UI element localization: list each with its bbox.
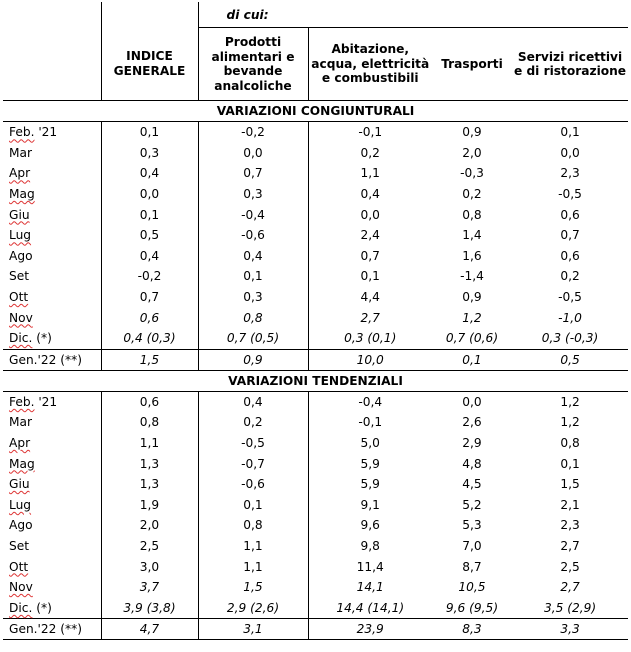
cell-value: 0,8 xyxy=(198,515,308,536)
cell-value: 3,0 xyxy=(101,556,198,577)
cell-value: 0,7 (0,5) xyxy=(198,328,308,349)
row-label: Ago xyxy=(3,515,101,536)
cell-value: 0,7 xyxy=(101,287,198,308)
cell-value: -0,3 xyxy=(460,166,484,181)
cell-value: 1,1 xyxy=(101,433,198,454)
cell-value: 0,3 xyxy=(198,287,308,308)
row-label xyxy=(3,225,101,246)
row-label: Gen.'22 (**) xyxy=(3,619,101,640)
table-row xyxy=(3,184,628,205)
cell-value: 2,5 xyxy=(101,536,198,557)
table-row xyxy=(3,556,628,577)
header-row-columns xyxy=(3,28,628,101)
row-label xyxy=(3,287,101,308)
table-row xyxy=(3,597,628,618)
col-header-servizi-ricettivi: Servizi ricettivi e di ristorazione xyxy=(512,28,628,101)
table-row xyxy=(3,474,628,495)
cell-value: -1,4 xyxy=(460,269,484,284)
cell-value: 8,3 xyxy=(432,619,512,640)
cell-value: 4,4 xyxy=(360,290,380,305)
cell-value: 0,4 xyxy=(101,163,198,184)
row-label-underlined: Ott xyxy=(9,559,29,574)
cell-value: 5,0 xyxy=(360,436,380,451)
cell-value: 5,2 xyxy=(462,497,482,512)
inflation-table xyxy=(3,2,628,640)
cell-value: 0,4 xyxy=(101,246,198,267)
table-row xyxy=(3,204,628,225)
cell-value: 2,1 xyxy=(560,497,580,512)
cell-value: 0,1 xyxy=(198,266,308,287)
cell-value: 5,9 xyxy=(360,456,380,471)
table-row xyxy=(3,328,628,349)
section-title: VARIAZIONI CONGIUNTURALI xyxy=(3,101,628,122)
header-row-top xyxy=(3,2,628,28)
cell-value: 3,7 xyxy=(101,577,198,598)
row-label: Feb. '21 xyxy=(3,391,101,412)
cell-value: 2,4 xyxy=(360,228,380,243)
cell-value: -1,0 xyxy=(558,310,582,325)
cell-value: 0,1 xyxy=(360,269,380,284)
row-label xyxy=(3,577,101,598)
row-label-underlined: Mag xyxy=(9,187,35,202)
cell-value: 0,6 xyxy=(560,248,580,263)
cell-value: 0,5 xyxy=(512,349,628,370)
row-label: Mar xyxy=(3,412,101,433)
cell-value: 0,4 xyxy=(360,187,380,202)
cell-value: 2,3 xyxy=(560,518,580,533)
table-row xyxy=(3,163,628,184)
row-label: Feb. '21 xyxy=(3,122,101,143)
cell-value: -0,4 xyxy=(198,204,308,225)
cell-value: 1,5 xyxy=(101,349,198,370)
cell-value: 0,1 xyxy=(101,122,198,143)
cell-value: 3,3 xyxy=(512,619,628,640)
cell-value: 9,8 xyxy=(360,538,380,553)
row-label-underlined: Nov xyxy=(9,580,33,595)
cell-value: 0,7 xyxy=(360,248,380,263)
row-label-underlined: Dic. xyxy=(9,600,33,615)
cell-value: 14,4 (14,1) xyxy=(336,600,405,615)
cell-value: 0,8 xyxy=(462,207,482,222)
cell-value: 0,6 xyxy=(101,391,198,412)
row-label xyxy=(3,184,101,205)
cell-value: 0,4 xyxy=(198,246,308,267)
table-row xyxy=(3,412,628,433)
row-label xyxy=(3,453,101,474)
row-label: Mar xyxy=(3,143,101,164)
cell-value: -0,5 xyxy=(558,187,582,202)
cell-value: 2,0 xyxy=(462,145,482,160)
row-label: Set xyxy=(3,536,101,557)
cell-value: 0,2 xyxy=(360,145,380,160)
table-row xyxy=(3,391,628,412)
cell-value: -0,5 xyxy=(198,433,308,454)
table-row xyxy=(3,536,628,557)
cell-value: 0,6 xyxy=(101,307,198,328)
cell-value: 10,0 xyxy=(308,349,432,370)
row-label: Ago xyxy=(3,246,101,267)
cell-value: 1,2 xyxy=(462,310,482,325)
cell-value: 0,8 xyxy=(560,436,580,451)
cell-value: -0,1 xyxy=(358,125,383,140)
cell-value: 9,6 (9,5) xyxy=(445,600,499,615)
cell-value: 10,5 xyxy=(458,580,486,595)
row-label-underlined: Apr xyxy=(9,436,31,451)
cell-value: 2,0 xyxy=(101,515,198,536)
cell-value: 23,9 xyxy=(308,619,432,640)
row-label-underlined: Mag xyxy=(9,456,35,471)
cell-value: 0,7 xyxy=(560,228,580,243)
cell-value: 0,4 xyxy=(198,391,308,412)
gen-row xyxy=(3,349,628,370)
cell-value: 2,9 (2,6) xyxy=(198,597,308,618)
cell-value: 1,5 xyxy=(198,577,308,598)
section-header xyxy=(3,101,628,122)
cell-value: 0,1 xyxy=(101,204,198,225)
cell-value: 14,1 xyxy=(356,580,384,595)
cell-value: 1,3 xyxy=(101,474,198,495)
row-label-underlined: Apr xyxy=(9,166,31,181)
cell-value: 2,9 xyxy=(462,436,482,451)
cell-value: 2,5 xyxy=(560,559,580,574)
cell-value: 5,3 xyxy=(462,518,482,533)
cell-value: 1,1 xyxy=(198,556,308,577)
section-header xyxy=(3,370,628,391)
cell-value: 0,0 xyxy=(360,207,380,222)
cell-value: 0,2 xyxy=(462,187,482,202)
cell-value: 1,1 xyxy=(198,536,308,557)
col-header-trasporti: Trasporti xyxy=(432,28,512,101)
cell-value: 0,9 xyxy=(462,125,482,140)
cell-value: 0,1 xyxy=(560,456,580,471)
cell-value: -0,6 xyxy=(198,474,308,495)
cell-value: -0,2 xyxy=(198,122,308,143)
table-row xyxy=(3,577,628,598)
row-label xyxy=(3,495,101,516)
row-label-underlined: Giu xyxy=(9,207,30,222)
table-row xyxy=(3,287,628,308)
table-row xyxy=(3,143,628,164)
cell-value: 1,2 xyxy=(560,415,580,430)
table-row xyxy=(3,433,628,454)
cell-value: 2,6 xyxy=(462,415,482,430)
cell-value: 0,1 xyxy=(198,495,308,516)
cell-value: 0,3 (0,1) xyxy=(344,331,397,346)
cell-value: 0,3 (-0,3) xyxy=(541,331,599,346)
cell-value: 5,9 xyxy=(360,477,380,492)
cell-value: 0,1 xyxy=(432,349,512,370)
row-label xyxy=(3,433,101,454)
cell-value: 2,7 xyxy=(560,538,580,553)
cell-value: 7,0 xyxy=(462,538,482,553)
row-label-underlined: Lug xyxy=(9,228,32,243)
di-cui-label: di cui: xyxy=(226,7,269,22)
table-row xyxy=(3,225,628,246)
cell-value: 2,3 xyxy=(560,166,580,181)
row-label-underlined: Dic. xyxy=(9,331,33,346)
cell-value: -0,1 xyxy=(358,415,383,430)
row-label: Gen.'22 (**) xyxy=(3,349,101,370)
row-label: Dic. (*) xyxy=(3,597,101,618)
cell-value: 2,7 xyxy=(560,580,580,595)
cell-value: 1,2 xyxy=(560,394,580,409)
table-row xyxy=(3,495,628,516)
cell-value: 0,1 xyxy=(560,125,580,140)
cell-value: 0,0 xyxy=(101,184,198,205)
cell-value: 0,8 xyxy=(198,307,308,328)
col-header-indice-generale: INDICE GENERALE xyxy=(101,28,198,101)
table-row xyxy=(3,122,628,143)
cell-value: 0,7 (0,6) xyxy=(445,331,499,346)
cell-value: 1,6 xyxy=(462,248,482,263)
row-label xyxy=(3,556,101,577)
row-label-underlined: Giu xyxy=(9,477,30,492)
cell-value: 3,1 xyxy=(198,619,308,640)
row-label xyxy=(3,204,101,225)
cell-value: 0,9 xyxy=(462,290,482,305)
cell-value: 4,7 xyxy=(101,619,198,640)
row-label: Set xyxy=(3,266,101,287)
table-row xyxy=(3,307,628,328)
cell-value: 0,3 xyxy=(101,143,198,164)
cell-value: 4,8 xyxy=(462,456,482,471)
row-label-underlined: Feb. xyxy=(9,394,35,409)
cell-value: -0,2 xyxy=(101,266,198,287)
cell-value: -0,5 xyxy=(558,290,582,305)
cell-value: 0,3 xyxy=(198,184,308,205)
row-label-underlined: Lug xyxy=(9,497,32,512)
cell-value: 1,1 xyxy=(360,166,380,181)
row-label xyxy=(3,163,101,184)
col-header-abitazione: Abitazione, acqua, elettricità e combustibili xyxy=(308,28,432,101)
cell-value: 3,9 (3,8) xyxy=(101,597,198,618)
row-label xyxy=(3,474,101,495)
cell-value: 0,5 xyxy=(101,225,198,246)
cell-value: 0,7 xyxy=(198,163,308,184)
table-row xyxy=(3,515,628,536)
cell-value: -0,4 xyxy=(358,394,383,409)
cell-value: 0,0 xyxy=(198,143,308,164)
row-label-underlined: Ott xyxy=(9,290,29,305)
cell-value: 9,1 xyxy=(360,497,380,512)
cell-value: 8,7 xyxy=(462,559,482,574)
cell-value: 0,6 xyxy=(560,207,580,222)
row-label-underlined: Feb. xyxy=(9,125,35,140)
cell-value: 2,7 xyxy=(360,310,380,325)
row-label xyxy=(3,307,101,328)
cell-value: -0,6 xyxy=(198,225,308,246)
cell-value: 0,8 xyxy=(101,412,198,433)
cell-value: 0,0 xyxy=(560,145,580,160)
cell-value: 0,4 (0,3) xyxy=(101,328,198,349)
cell-value: 1,9 xyxy=(101,495,198,516)
cell-value: 3,5 (2,9) xyxy=(543,600,597,615)
gen-row xyxy=(3,619,628,640)
table-row xyxy=(3,453,628,474)
row-label-underlined: Nov xyxy=(9,310,33,325)
col-header-prodotti-alimentari: Prodotti alimentari e bevande analcoliche xyxy=(198,28,308,101)
cell-value: 1,3 xyxy=(101,453,198,474)
cell-value: 1,4 xyxy=(462,228,482,243)
cell-value: 0,0 xyxy=(462,394,482,409)
cell-value: -0,7 xyxy=(198,453,308,474)
section-title: VARIAZIONI TENDENZIALI xyxy=(3,370,628,391)
cell-value: 11,4 xyxy=(356,559,384,574)
table-row xyxy=(3,266,628,287)
cell-value: 1,5 xyxy=(560,477,580,492)
cell-value: 0,9 xyxy=(198,349,308,370)
cell-value: 0,2 xyxy=(560,269,580,284)
row-label: Dic. (*) xyxy=(3,328,101,349)
cell-value: 0,2 xyxy=(198,412,308,433)
table-row xyxy=(3,246,628,267)
cell-value: 4,5 xyxy=(462,477,482,492)
cell-value: 9,6 xyxy=(360,518,380,533)
